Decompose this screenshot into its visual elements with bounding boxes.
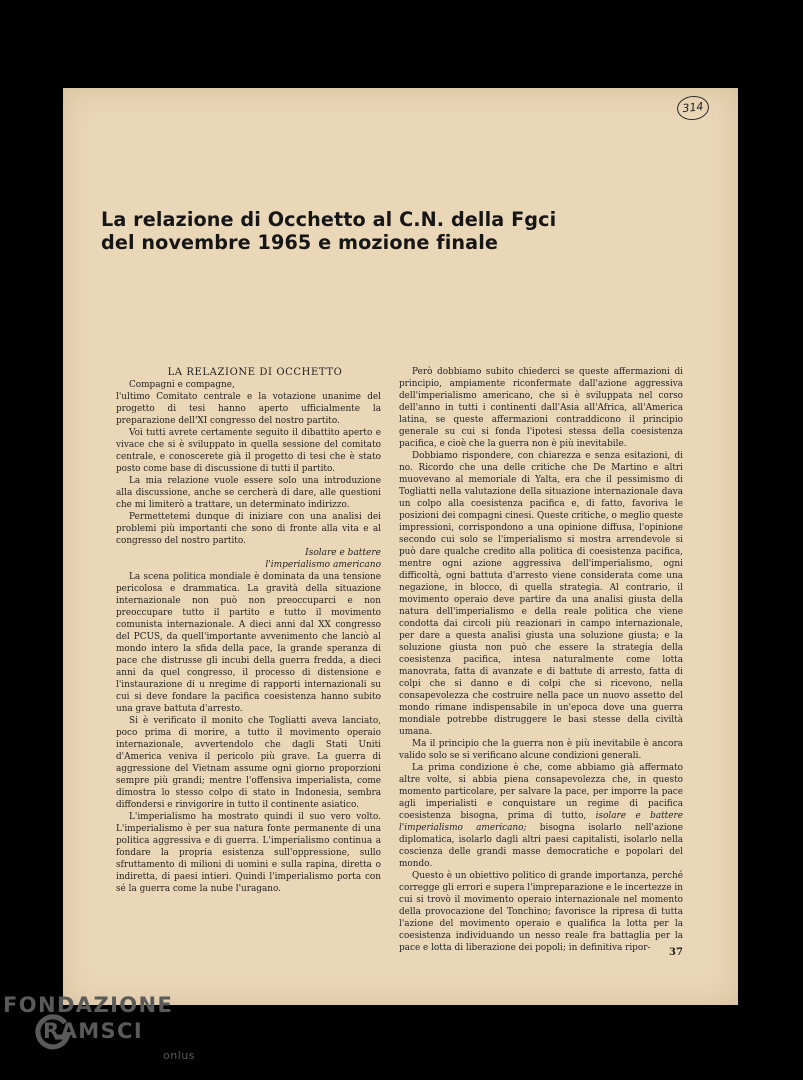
paragraph: Permettetemi dunque di iniziare con una analisi dei problemi più importanti che sono di fronte alla vita e al congresso del nostro partito. — [116, 512, 381, 546]
section-heading: LA RELAZIONE DI OCCHETTO — [167, 367, 343, 378]
text-run: bisogna isolarlo nell'azione diplomatica, isolarlo dagli altri paesi capitalisti, isolarlo nella coscienza delle grandi masse democratiche e popolari del mondo. — [399, 823, 683, 869]
paragraph: Dobbiamo rispondere, con chiarezza e senza esitazioni, di no. Ricordo che una delle critiche che De Martino e altri muovevano al memoriale di Yalta, era che il pessimismo di Togliatti nella valutazione della situazione internazionale dava un colpo alla coesistenza pacifica e, di fatto, favoriva le posizioni dei compagni cinesi. Queste critiche, o meglio queste impressioni, corrispondono a una opinione diffusa, l'opinione secondo cui solo se l'imperialismo si mostra arrendevole si può dare qualche credito alla politica di coesistenza pacifica, mentre ogni azione aggressiva dell'imperialismo, ogni difficoltà, ogni battuta d'arresto viene considerata come una negazione, in blocco, di quella strategia. Al contrario, il movimento operaio deve partire da una analisi giusta della natura dell'imperialismo e della reale politica che viene condotta dai circoli più reazionari in campo internazionale, per dare a questa analisi giusta una soluzione giusta; e la soluzione giusta non può che essere la strategia della coesistenza pacifica, intesa naturalmente come lotta manovrata, fatta di avanzate e di battute di arresto, fatta di colpi che si danno e di colpi che si ricevono, nella consapevolezza che costruire nella pace un nuovo assetto del mondo rimane indispensabile in un'epoca dove una guerra mondiale potrebbe distruggere le basi stesse della civiltà umana. — [399, 451, 683, 737]
title-line-1: La relazione di Occhetto al C.N. della Fgci — [101, 208, 557, 231]
logo-line-2: RAMSCI — [43, 1019, 144, 1043]
emphasis-text: isolare e battere l'imperialismo americano; — [399, 811, 683, 833]
right-column — [399, 366, 683, 954]
salutation: Compagni e compagne, — [129, 380, 235, 390]
paragraph: Però dobbiamo subito chiederci se queste affermazioni di principio, ampiamente riconfermate dall'azione aggressiva dell'imperialismo americano, che si è sviluppata nel corso dell'anno in tutti i continenti dall'Asia all'Africa, all'America latina, se queste affermazioni contraddicono il principio generale su cui si fonda l'ipotesi stessa della coesistenza pacifica, e cioè che la guerra non è più inevitabile. — [399, 367, 683, 449]
text-run: La prima condizione è che, come abbiamo già affermato altre volte, si abbia piena consapevolezza che, in questo momento particolare, per salvare la pace, per imporre la pace agli imperialisti e conquistare un regime di pacifica coesistenza bisogna, prima di tutto, — [399, 763, 683, 821]
logo-line-3: onlus — [163, 1049, 195, 1062]
subheading-line-1: Isolare e battere — [305, 548, 381, 558]
archive-stamp: 314 — [676, 94, 710, 121]
subheading-line-2: l'imperialismo americano — [265, 560, 381, 570]
paragraph: Voi tutti avrete certamente seguito il dibattito aperto e vivace che si è sviluppato in quella sessione del comitato centrale, e conoscerete già il progetto di tesi che è stato posto come base di discussione di tutti il partito. — [116, 428, 381, 474]
logo-line-1: FONDAZIONE — [3, 993, 174, 1017]
left-column — [116, 367, 381, 895]
paragraph: Si è verificato il monito che Togliatti aveva lanciato, poco prima di morire, a tutto il movimento operaio internazionale, avvertendolo che dagli Stati Uniti d'America veniva il pericolo più grave. La guerra di aggressione del Vietnam assume ogni giorno proporzioni sempre più grandi; mentre l'offensiva imperialista, come dimostra lo stesso colpo di stato in Indonesia, sembra diffondersi e rinvigorire in tutto il continente asiatico. — [116, 716, 381, 810]
paragraph — [399, 762, 683, 870]
paragraph: l'ultimo Comitato centrale e la votazione unanime del progetto di tesi hanno aperto ufficialmente la preparazione dell'XI congresso del nostro partito. — [116, 392, 381, 426]
title-line-2: del novembre 1965 e mozione finale — [101, 231, 499, 254]
paragraph: L'imperialismo ha mostrato quindi il suo vero volto. L'imperialismo è per sua natura fonte permanente di una politica aggressiva e di guerra. L'imperialismo continua a fondare la propria esistenza sull'oppressione, sullo sfruttamento di milioni di uomini e sulla rapina, diretta o indiretta, di paesi intieri. Quindi l'imperialismo porta con sé la guerra come la nube l'uragano. — [116, 812, 381, 894]
paragraph: La mia relazione vuole essere solo una introduzione alla discussione, anche se cercherà di dare, alle questioni che mi limiterò a trattare, un determinato indirizzo. — [116, 476, 381, 510]
article-title — [101, 208, 701, 254]
foundation-logo — [3, 993, 203, 1075]
subheading — [116, 547, 381, 571]
page-number: 37 — [669, 947, 683, 958]
paragraph: Ma il principio che la guerra non è più inevitabile è ancora valido solo se si verificano alcune condizioni generali. — [399, 739, 683, 761]
document-page — [63, 88, 738, 1005]
paragraph: La scena politica mondiale è dominata da una tensione pericolosa e drammatica. La gravità della situazione internazionale non può non preoccuparci e non preoccupare tutto il partito e tutto il movimento comunista internazionale. A dieci anni dal XX congresso del PCUS, da quell'importante avvenimento che lanciò al mondo intero la sfida della pace, la grande speranza di pace che distrusse gli incubi della guerra fredda, a dieci anni da quel congresso, il processo di distensione e l'instaurazione di u nregime di rapporti internazionali su cui si deve fondare la pacifica coesistenza hanno subito una grave battuta d'arresto. — [116, 572, 381, 714]
paragraph: Questo è un obiettivo politico di grande importanza, perché corregge gli errori e supera l'impreparazione e le incertezze in cui si trovò il movimento operaio internazionale nel momento della provocazione del Tonchino; favorisce la ripresa di tutta l'azione del movimento operaio e qualifica la lotta per la coesistenza individuando un nesso reale fra battaglia per la pace e lotta di liberazione dei popoli; in definitiva ripor- — [399, 871, 683, 953]
